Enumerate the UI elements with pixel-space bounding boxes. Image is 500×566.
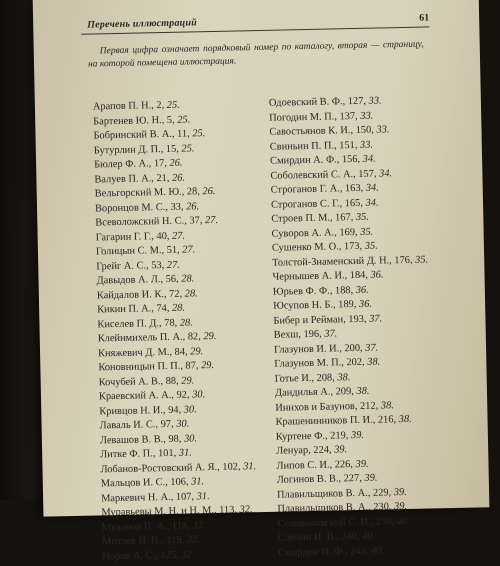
entry-name: Лобанов-Ростовский А. Я., 102, bbox=[100, 460, 241, 475]
entry-page: 26. bbox=[202, 185, 216, 198]
book-page bbox=[33, 0, 490, 562]
entry-name: Кикин П. А., 74, bbox=[97, 302, 170, 316]
entry-page: 39. bbox=[393, 486, 407, 498]
entry-name: Строев П. М., 167, bbox=[271, 212, 354, 225]
entry-name: Вельгорский М. Ю., 28, bbox=[94, 186, 200, 200]
index-column-right bbox=[269, 93, 449, 560]
entry-name: Арапов П. Н., 2, bbox=[92, 99, 165, 113]
entry-name: Липов С. И., 226, bbox=[276, 458, 354, 472]
entry-name: Куртене Ф., 219, bbox=[275, 429, 349, 443]
entry-name: Свиньин П. П., 151, bbox=[269, 139, 358, 153]
index-entry bbox=[278, 543, 448, 561]
entry-name: Готье И., 208, bbox=[274, 371, 335, 385]
entry-page: 25. bbox=[166, 99, 180, 111]
entry-name: Строганов С. Г., 165, bbox=[270, 197, 364, 211]
entry-name: Сушенко М. О., 173, bbox=[271, 240, 363, 254]
entry-page: 26. bbox=[186, 200, 200, 213]
entry-page: 35. bbox=[355, 211, 370, 224]
entry-name: Гагарин Г. Г., 40, bbox=[95, 230, 170, 243]
entry-name: Селивановский С. И., 238, bbox=[277, 515, 395, 530]
entry-page: 34. bbox=[365, 182, 379, 194]
entry-page: 33. bbox=[359, 139, 374, 151]
entry-page: 31. bbox=[243, 460, 257, 472]
intro-note: Первая цифра означает порядковый номер по каталогу, вторая — страницу, на которой помещена иллюстрация. bbox=[87, 39, 424, 70]
entry-page: 40. bbox=[396, 515, 410, 527]
entry-name: Лаваль И. С., 97, bbox=[99, 418, 174, 432]
entry-name: Бюлер Ф. А., 17, bbox=[94, 157, 167, 171]
entry-name: Плавильщиков В. А., 229, bbox=[276, 486, 392, 501]
entry-page: 27. bbox=[171, 230, 186, 242]
entry-name: Глазунов И. И., 200, bbox=[273, 342, 363, 356]
entry-name: Иннхов и Базунов, 212, bbox=[275, 400, 379, 414]
entry-name: Вехш, 196, bbox=[273, 328, 322, 341]
entry-page: 29. bbox=[200, 360, 215, 372]
entry-name: Чернышев А. И., 184, bbox=[272, 269, 369, 283]
entry-name: Норов А. С., 125, bbox=[102, 549, 179, 562]
entry-page: 32. bbox=[239, 504, 253, 516]
entry-page: 25. bbox=[181, 142, 195, 155]
entry-name: Соболевский С. А., 157, bbox=[270, 168, 377, 182]
entry-name: Клейнмихель П. А., 82, bbox=[97, 331, 201, 345]
entry-name: Погодин М. П., 137, bbox=[269, 110, 358, 124]
entry-page: 30. bbox=[183, 403, 197, 416]
entry-page: 37. bbox=[365, 342, 379, 354]
index-column-left bbox=[93, 97, 271, 564]
entry-page: 35. bbox=[360, 226, 374, 238]
entry-page: 39. bbox=[393, 500, 408, 513]
entry-page: 29. bbox=[181, 374, 195, 387]
entry-name: Бартенев Ю. Н., 5, bbox=[93, 114, 175, 127]
entry-name: Смирдин И. Ф., 243, bbox=[278, 545, 369, 559]
entry-page: 40. bbox=[362, 530, 376, 542]
entry-page: 38. bbox=[367, 356, 381, 368]
entry-name: Грейг А. С., 53, bbox=[96, 259, 165, 272]
entry-page: 37. bbox=[324, 328, 338, 340]
entry-page: 38. bbox=[398, 413, 412, 426]
entry-name: Голицын С. М., 51, bbox=[95, 244, 180, 258]
entry-page: 29. bbox=[203, 330, 217, 343]
entry-name: Смирдин А. Ф., 156, bbox=[269, 153, 361, 167]
entry-page: 39. bbox=[334, 444, 348, 456]
entry-name: Литке Ф. П., 101, bbox=[100, 447, 177, 461]
entry-page: 32. bbox=[192, 519, 206, 531]
entry-page: 39. bbox=[355, 458, 369, 470]
entry-name: Валуев П. А., 21, bbox=[94, 172, 170, 185]
entry-name: Муханов П. А., 118, bbox=[101, 520, 190, 533]
entry-page: 26. bbox=[169, 157, 183, 169]
entry-page: 39. bbox=[350, 429, 365, 441]
entry-page: 29. bbox=[190, 345, 204, 358]
page-content bbox=[81, 12, 431, 562]
entry-page: 28. bbox=[179, 316, 193, 329]
entry-page: 33. bbox=[360, 110, 374, 122]
entry-page: 25. bbox=[177, 113, 191, 126]
entry-page: 36. bbox=[370, 269, 384, 281]
entry-page: 38. bbox=[356, 385, 370, 398]
entry-page: 32. bbox=[186, 534, 200, 546]
entry-page: 27. bbox=[166, 259, 180, 271]
entry-page: 28. bbox=[171, 302, 186, 314]
entry-page: 34. bbox=[378, 167, 393, 180]
entry-page: 34. bbox=[362, 153, 376, 165]
entry-page: 31. bbox=[178, 447, 192, 459]
entry-page: 27. bbox=[182, 244, 196, 256]
entry-page: 40. bbox=[370, 544, 385, 557]
entry-page: 37. bbox=[369, 312, 383, 325]
entry-name: Краевский А. А., 92, bbox=[98, 389, 190, 403]
entry-name: Слёнин И. В., 240, bbox=[277, 530, 360, 544]
entry-name: Кочубей А. В., 88, bbox=[98, 375, 179, 388]
entry-name: Логинов В. В., 227, bbox=[276, 472, 362, 486]
entry-name: Митлев И. П., 119, bbox=[101, 534, 185, 548]
entry-name: Дандилья А., 209, bbox=[274, 386, 354, 399]
entry-name: Суворов А. А., 169, bbox=[271, 226, 358, 240]
entry-page: 30. bbox=[183, 432, 198, 445]
entry-name: Ленуар, 224, bbox=[276, 444, 332, 457]
entry-page: 30. bbox=[192, 389, 206, 401]
entry-name: Кривцов Н. И., 94, bbox=[99, 404, 182, 417]
index-entry bbox=[102, 546, 270, 564]
entry-name: Бутурлин Д. П., 15, bbox=[93, 143, 179, 156]
entry-page: 38. bbox=[337, 371, 351, 383]
entry-page: 25. bbox=[192, 128, 206, 140]
entry-name: Толстой-Знаменский Д. Н., 176, bbox=[272, 254, 413, 269]
entry-page: 36. bbox=[355, 284, 369, 296]
entry-page: 28. bbox=[184, 287, 198, 300]
entry-page: 32. bbox=[181, 548, 195, 561]
entry-name: Бобринский В. А., 11, bbox=[93, 128, 190, 142]
entry-page: 38. bbox=[380, 399, 394, 412]
entry-name: Маркевич Н. А., 107, bbox=[101, 490, 195, 504]
entry-page: 33. bbox=[368, 95, 382, 107]
entry-name: Юсупов Н. Б., 189, bbox=[273, 299, 357, 312]
page-number: 61 bbox=[419, 12, 430, 24]
entry-name: Одоевский В. Ф., 127, bbox=[268, 95, 367, 109]
entry-page: 27. bbox=[204, 214, 219, 227]
entry-page: 33. bbox=[376, 124, 390, 136]
entry-page: 31. bbox=[191, 476, 205, 488]
entry-name: Савостьянов К. И., 150, bbox=[269, 124, 374, 138]
entry-name: Глазунов М. П., 202, bbox=[274, 356, 365, 370]
entry-name: Киселев П. Д., 78, bbox=[97, 317, 178, 330]
entry-page: 30. bbox=[176, 418, 190, 430]
entry-name: Княжевич Д. М., 84, bbox=[97, 346, 188, 359]
entry-name: Коновницын П. П., 87, bbox=[98, 360, 199, 374]
entry-name: Кайдалов И. К., 72, bbox=[96, 288, 183, 301]
entry-page: 31. bbox=[196, 490, 210, 502]
entry-name: Мальцов И. С., 106, bbox=[100, 476, 189, 490]
running-header-title: Перечень иллюстраций bbox=[87, 17, 198, 31]
entry-name: Левашов В. В., 98, bbox=[99, 433, 182, 446]
entry-name: Юрьев Ф. Ф., 188, bbox=[272, 284, 354, 298]
entry-page: 34. bbox=[365, 197, 379, 209]
entry-page: 39. bbox=[364, 472, 378, 484]
entry-name: Плавильщиков В. А., 230, bbox=[277, 501, 392, 515]
entry-name: Давыдов А. Л., 56, bbox=[96, 273, 179, 287]
entry-page: 28. bbox=[181, 273, 195, 285]
entry-name: Воронцов М. С., 33, bbox=[94, 201, 184, 214]
entry-name: Муравьевы М. Н. и Н. М., 113, bbox=[101, 504, 238, 519]
entry-page: 36. bbox=[358, 298, 373, 310]
entry-name: Крашенинников П. И., 216, bbox=[275, 414, 397, 428]
entry-name: Строганов Г. А., 163, bbox=[270, 182, 364, 196]
entry-name: Бибер и Рейман, 193, bbox=[273, 313, 367, 327]
entry-page: 26. bbox=[171, 172, 186, 184]
entry-page: 35. bbox=[364, 240, 378, 252]
entry-name: Всеволожский Н. С., 37, bbox=[95, 215, 203, 229]
entry-page: 35. bbox=[415, 254, 429, 266]
